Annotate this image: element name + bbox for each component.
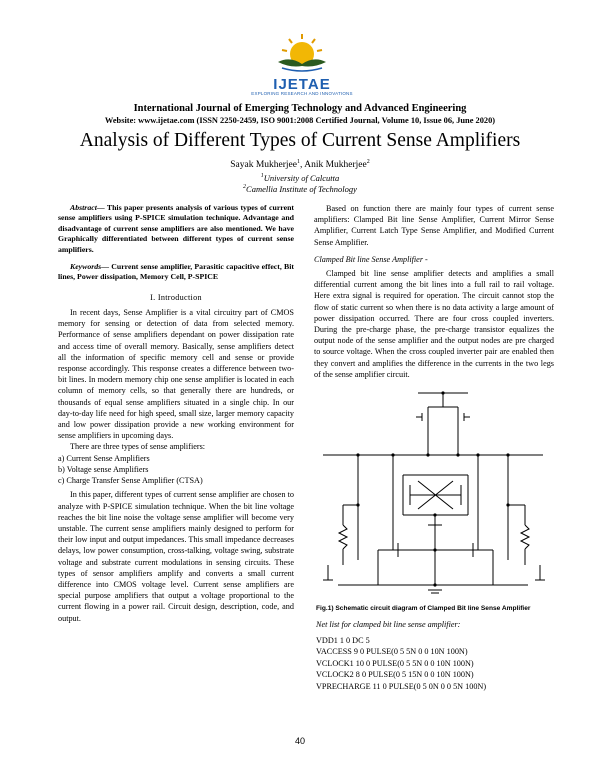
paper-title: Analysis of Different Types of Current Sense Amplifiers bbox=[79, 130, 521, 151]
affiliation-2 bbox=[40, 184, 560, 194]
netlist-line: VDD1 1 0 DC 5 bbox=[316, 636, 370, 645]
logo-wordmark: IJETAE bbox=[273, 76, 331, 93]
affiliation-2-text: Camellia Institute of Technology bbox=[246, 184, 357, 194]
netlist bbox=[316, 635, 561, 692]
figure-caption: Fig.1) Schematic circuit diagram of Clamped Bit line Sense Amplifier bbox=[316, 605, 531, 612]
keywords bbox=[58, 262, 294, 283]
affiliation-1-text: University of Calcutta bbox=[263, 173, 340, 183]
intro-paragraph-2: There are three types of sense amplifiers: bbox=[70, 442, 206, 452]
netlist-line: VCLOCK1 10 0 PULSE(0 5 5N 0 0 10N 100N) bbox=[316, 658, 474, 668]
intro-paragraph-3: In this paper, different types of current sense amplifier are chosen to analyze with P-SPICE simulation technique. When the bit line voltage reaches the bit line noise the voltage sense amplifier will become very unstable. The current sense amplifiers mainly designed to perform for their low input and output impedances. This small impedance decreases delays, low power consumption, cross-talking, voltage swing, substrate voltage and substrate current modulations in sensing circuits. These types of sensor amplifiers amplify and converts a small current difference into CMOS voltage level. Current sense amplifiers are special purpose amplifiers that output a voltage proportional to the current flowing in a power rail. Circuit design, description, code, and output. bbox=[58, 490, 294, 623]
circuit-diagram bbox=[318, 385, 550, 597]
author-1-sup: 1 bbox=[296, 158, 300, 165]
keywords-text: Current sense amplifier, Parasitic capacitive effect, Bit lines, Power dissipation, Memory Cell, P-SPICE bbox=[58, 262, 294, 282]
types-paragraph: Based on function there are mainly four types of current sense amplifiers: Clamped Bit line Sense Amplifier, Current Mirror Sense Amplifier, Current Latch Type Sense Amplifier, and Modified Current Sense Amplifier. bbox=[314, 204, 554, 247]
author-2-sup: 2 bbox=[366, 158, 370, 165]
keywords-label: Keywords— bbox=[70, 262, 109, 272]
logo-tagline: EXPLORING RESEARCH AND INNOVATIONS bbox=[251, 91, 353, 96]
intro-paragraph-1: In recent days, Sense Amplifier is a vital circuitry part of CMOS memory for sensing or detection of data from selected memory. Performance of sense amplifiers dependant on power dissipation rate and access time of overall memory. Basically, sense amplifiers detect all the information of specific memory cell and sense or provide response accordingly. This response creates a difference between two-bit lines. In modern memory chip one sense amplifier is located in each column of memory cells, so that generally there are hundreds, or thousands of equal sense amplifiers situated in a single chip. In our day-to-day life need for high speed, small size, larger memory capacity and low power dissipation provide a new working environment for sense amplifiers in upcoming days. bbox=[58, 308, 294, 441]
left-column bbox=[58, 203, 294, 624]
abstract-label: Abstract— bbox=[70, 203, 105, 212]
list-item-a: a) Current Sense Amplifiers bbox=[58, 453, 150, 463]
author-line bbox=[40, 160, 560, 170]
schematic-figure bbox=[318, 385, 550, 597]
author-2: , Anik Mukherjee bbox=[299, 160, 367, 170]
journal-logo bbox=[252, 30, 352, 94]
right-column bbox=[314, 203, 554, 380]
abstract-text: This paper presents analysis of various types of current sense amplifiers using P-SPICE simulation technique. Advantage and disadvantage of current sense amplifiers are also mentioned. We have Graphically differentiated between different types of current sense amplifiers. bbox=[58, 203, 294, 254]
journal-website-line: Website: www.ijetae.com (ISSN 2250-2459, ISO 9001:2008 Certified Journal, Volume 10, Issue 06, June 2020) bbox=[104, 116, 496, 125]
list-item-b: b) Voltage sense Amplifiers bbox=[58, 464, 149, 474]
subsection-heading-clamped: Clamped Bit line Sense Amplifier - bbox=[314, 254, 428, 264]
netlist-line: VACCESS 9 0 PULSE(0 5 5N 0 0 10N 100N) bbox=[316, 647, 468, 657]
abstract bbox=[58, 203, 294, 255]
netlist-caption: Net list for clamped bit line sense amplifier: bbox=[316, 620, 461, 629]
affiliation-2-sup: 2 bbox=[243, 184, 247, 191]
sun-emblem-icon bbox=[252, 30, 352, 80]
journal-name: International Journal of Emerging Technology and Advanced Engineering bbox=[133, 103, 467, 114]
author-1: Sayak Mukherjee bbox=[230, 160, 297, 170]
clamped-paragraph: Clamped bit line sense amplifier detects and amplifies a small differential current among the bit lines into a full rail to rail voltage. Here extra signal is required for operation. The circuit cannot stop the flow of static current so when there is no data activity a large amount of power dissipation occurred. There are four cross coupled inverters. During the pre-charge phase, the pre-charge transistor equalizes the output node of the sense amplifier and the output nodes are pre charged to source voltage. When the cross coupled inverter pair are enabled then they convert and amplifies the difference in the currents in the two legs of the sense amplifier circuit. bbox=[314, 269, 554, 379]
page-number: 40 bbox=[294, 736, 305, 746]
affiliation-1 bbox=[40, 173, 560, 183]
section-heading-introduction: I. Introduction bbox=[150, 292, 202, 302]
affiliation-1-sup: 1 bbox=[260, 173, 264, 180]
list-item-c: c) Charge Transfer Sense Amplifier (CTSA) bbox=[58, 476, 203, 486]
netlist-line: VCLOCK2 8 0 PULSE(0 5 15N 0 0 10N 100N) bbox=[316, 670, 474, 680]
netlist-line: VPRECHARGE 11 0 PULSE(0 5 0N 0 0 5N 100N) bbox=[316, 681, 487, 691]
